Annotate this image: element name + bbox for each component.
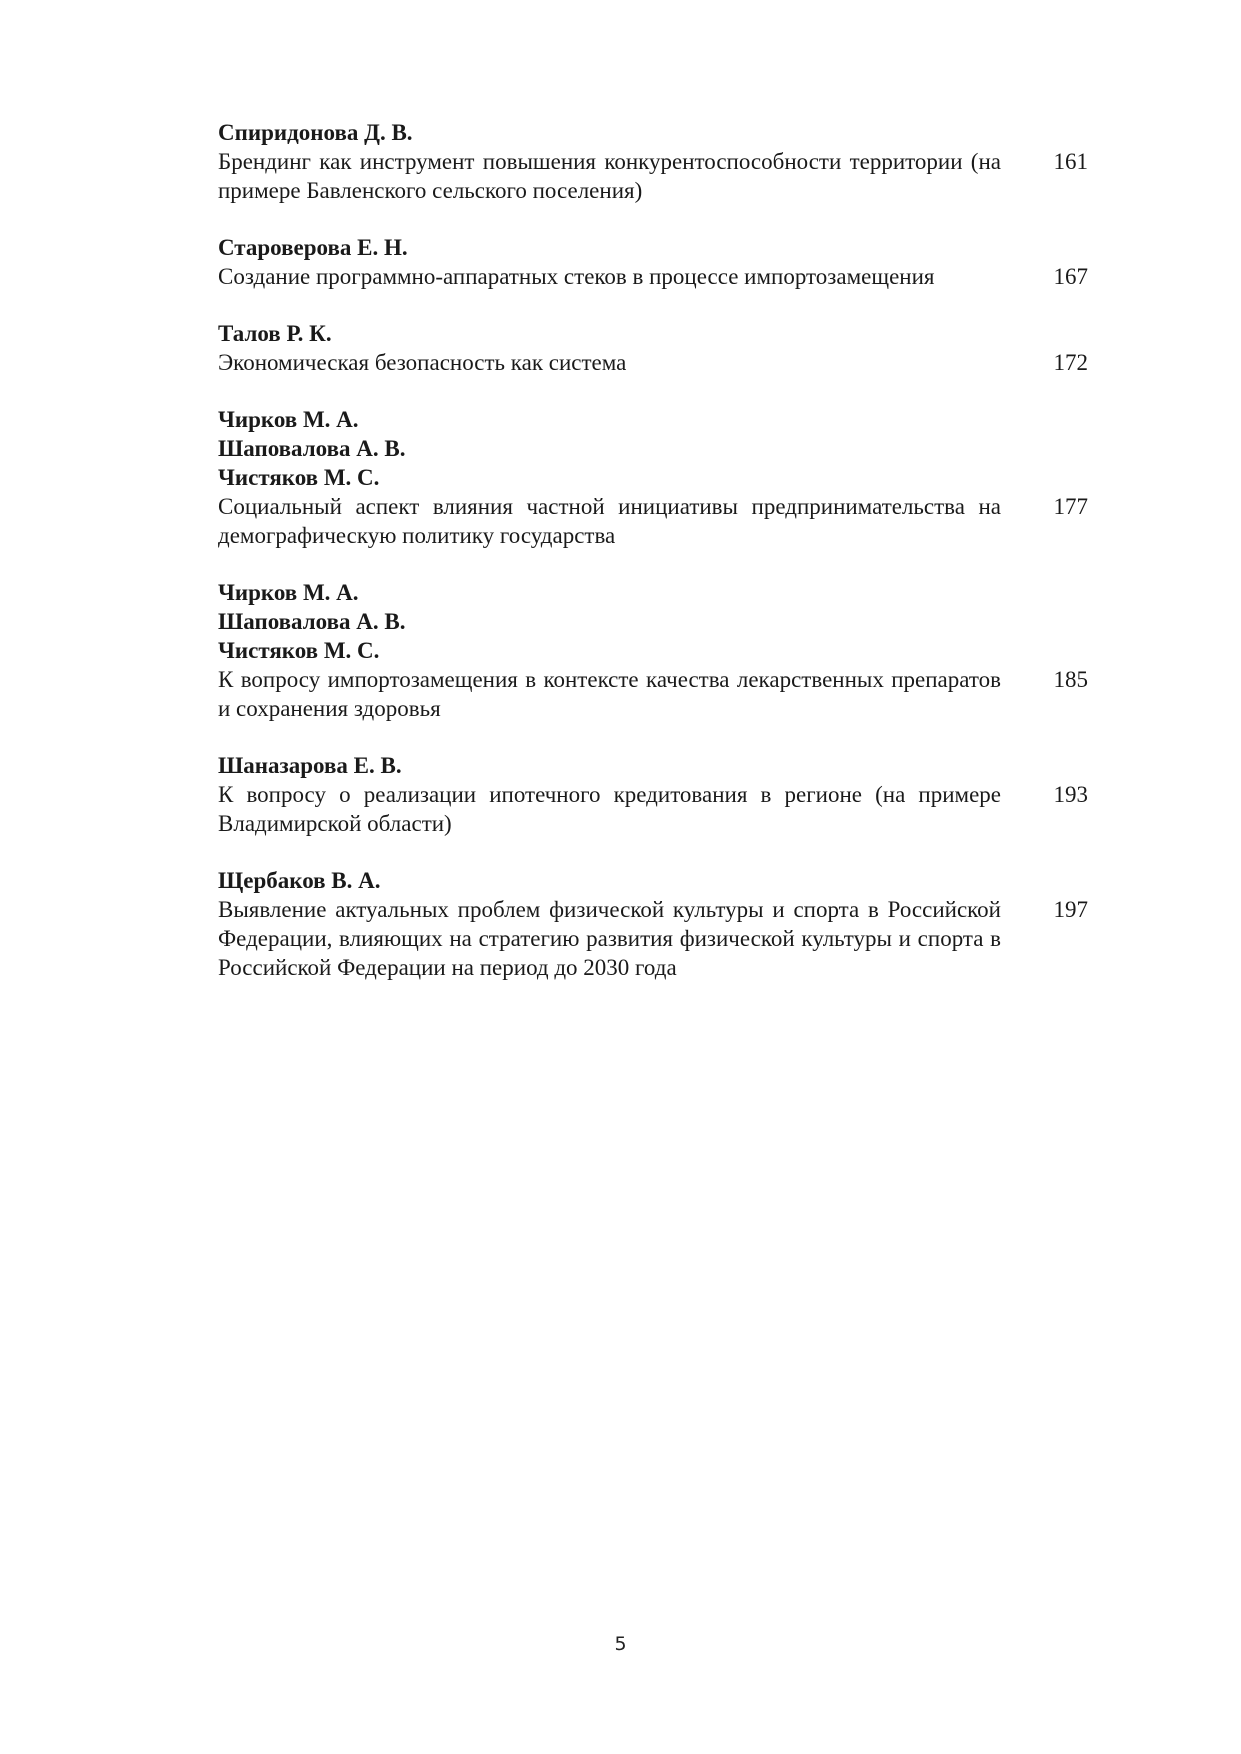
entry-title: Выявление актуальных проблем физической культуры и спорта в Российской Федерации, влияющих на стратегию развития физической культуры и спорта в Российской Федерации на период до 2030 года — [218, 897, 1001, 980]
entry-authors — [218, 233, 1088, 262]
entry-page-number: 185 — [1053, 667, 1088, 692]
toc-entry — [218, 233, 1088, 291]
entry-title: К вопросу о реализации ипотечного кредитования в регионе (на примере Владимирской области) — [218, 782, 1001, 836]
entry-authors — [218, 751, 1088, 780]
author-name: Шаназарова Е. В. — [218, 753, 402, 778]
author-name: Чирков М. А. — [218, 580, 359, 605]
author-name: Чистяков М. С. — [218, 638, 380, 663]
entry-row — [218, 665, 1088, 723]
entry-row — [218, 147, 1088, 205]
toc-entry — [218, 866, 1088, 982]
entry-authors — [218, 319, 1088, 348]
table-of-contents — [218, 118, 1088, 1010]
entry-authors — [218, 578, 1088, 665]
entry-page-number: 193 — [1053, 782, 1088, 807]
author-name: Спиридонова Д. В. — [218, 120, 413, 145]
entry-authors — [218, 866, 1088, 895]
toc-entry — [218, 319, 1088, 377]
author-name: Чистяков М. С. — [218, 465, 380, 490]
entry-row — [218, 262, 1088, 291]
entry-title: К вопросу импортозамещения в контексте качества лекарственных препаратов и сохранения здоровья — [218, 667, 1001, 721]
entry-authors — [218, 405, 1088, 492]
toc-entry — [218, 751, 1088, 838]
entry-page-number: 161 — [1053, 149, 1088, 174]
entry-authors — [218, 118, 1088, 147]
author-name: Шаповалова А. В. — [218, 436, 406, 461]
toc-entry — [218, 578, 1088, 723]
entry-page-number: 172 — [1053, 350, 1088, 375]
entry-page-number: 197 — [1053, 897, 1088, 922]
author-name: Щербаков В. А. — [218, 868, 381, 893]
entry-title: Брендинг как инструмент повышения конкурентоспособности территории (на примере Бавленского сельского поселения) — [218, 149, 1001, 203]
author-name: Чирков М. А. — [218, 407, 359, 432]
entry-title: Экономическая безопасность как система — [218, 350, 627, 375]
footer-page-number: 5 — [614, 1633, 627, 1655]
author-name: Староверова Е. Н. — [218, 235, 408, 260]
entry-page-number: 167 — [1053, 264, 1088, 289]
entry-title: Создание программно-аппаратных стеков в процессе импортозамещения — [218, 264, 935, 289]
entry-row — [218, 492, 1088, 550]
author-name: Шаповалова А. В. — [218, 609, 406, 634]
entry-row — [218, 895, 1088, 982]
author-name: Талов Р. К. — [218, 321, 332, 346]
entry-row — [218, 348, 1088, 377]
toc-entry — [218, 405, 1088, 550]
entry-title: Социальный аспект влияния частной инициативы предпринимательства на демографическую политику государства — [218, 494, 1001, 548]
entry-page-number: 177 — [1053, 494, 1088, 519]
toc-entry — [218, 118, 1088, 205]
entry-row — [218, 780, 1088, 838]
